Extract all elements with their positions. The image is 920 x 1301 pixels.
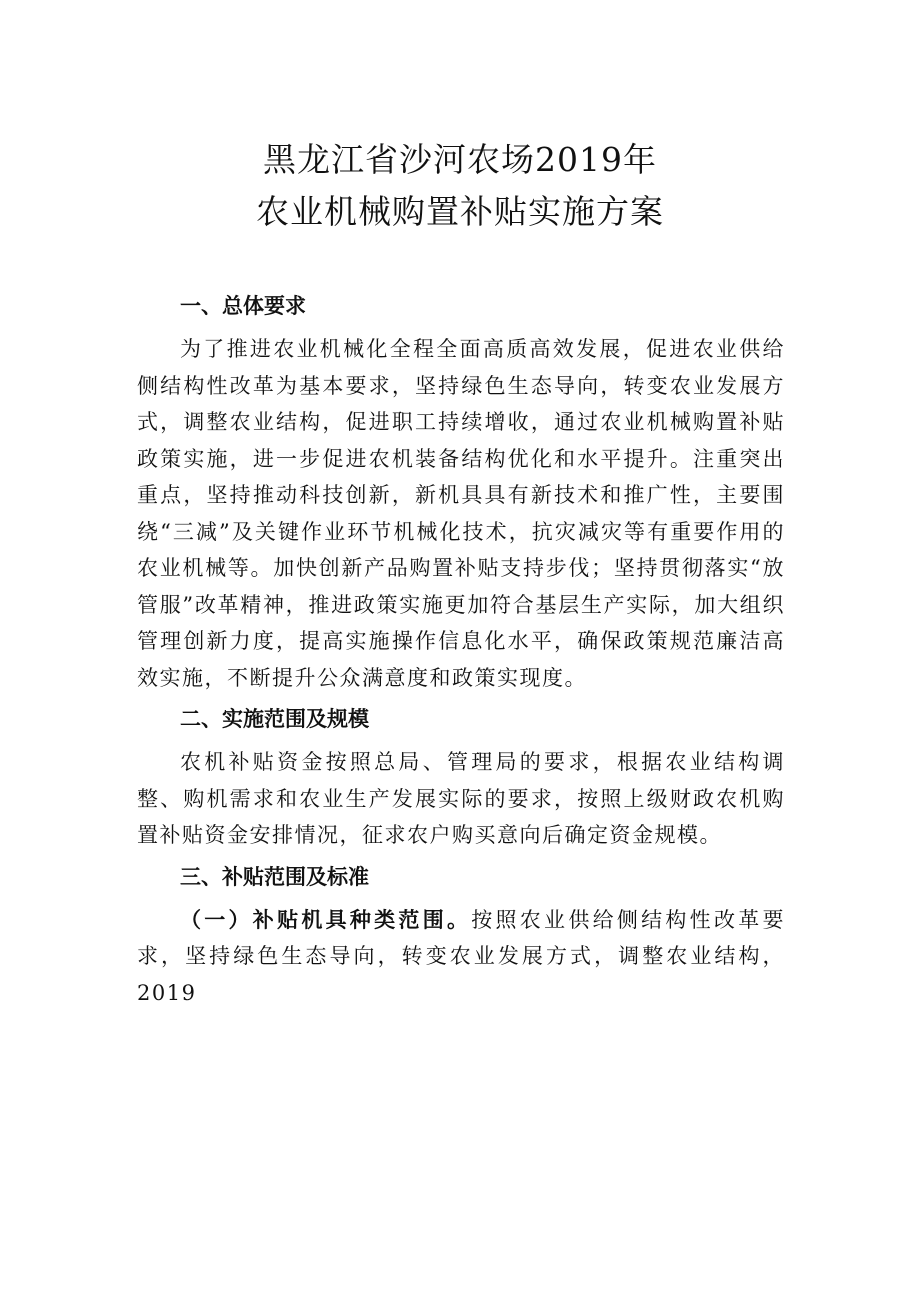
title-line-1: 黑龙江省沙河农场2019年 [263,140,657,179]
section-heading-subsidy-scope-and-standards: 三、补贴范围及标准 [180,864,369,889]
subsection-lead-machinery-categories: （一）补贴机具种类范围。 [180,907,472,932]
paragraph-machinery-categories [137,902,785,1012]
paragraph-general-requirements: 为了推进农业机械化全程全面高质高效发展，促进农业供给侧结构性改革为基本要求，坚持绿色生态导向，转变农业发展方式，调整农业结构，促进职工持续增收，通过农业机械购置补贴政策实施，进一步促进农机装备结构优化和水平提升。注重突出重点，坚持推动科技创新，新机具具有新技术和推广性，主要围绕“三减”及关键作业环节机械化技术，抗灾减灾等有重要作用的农业机械等。加快创新产品购置补贴支持步伐；坚持贯彻落实“放管服”改革精神，推进政策实施更加符合基层生产实际，加大组织管理创新力度，提高实施操作信息化水平，确保政策规范廉洁高效实施，不断提升公众满意度和政策实现度。 [137,337,785,690]
section-heading-scope-and-scale: 二、实施范围及规模 [180,707,369,731]
title-line-2: 农业机械购置补贴实施方案 [256,192,664,231]
section-heading-general-requirements: 一、总体要求 [180,294,306,318]
document-title [0,134,920,238]
document-body [137,290,785,1011]
subsection-text-machinery-categories: 按照农业供给侧结构性改革要求，坚持绿色生态导向，转变农业发展方式，调整农业结构，2019 [137,907,785,1005]
paragraph-scope-and-scale: 农机补贴资金按照总局、管理局的要求，根据农业结构调整、购机需求和农业生产发展实际的要求，按照上级财政农机购置补贴资金安排情况，征求农户购买意向后确定资金规模。 [137,750,785,847]
